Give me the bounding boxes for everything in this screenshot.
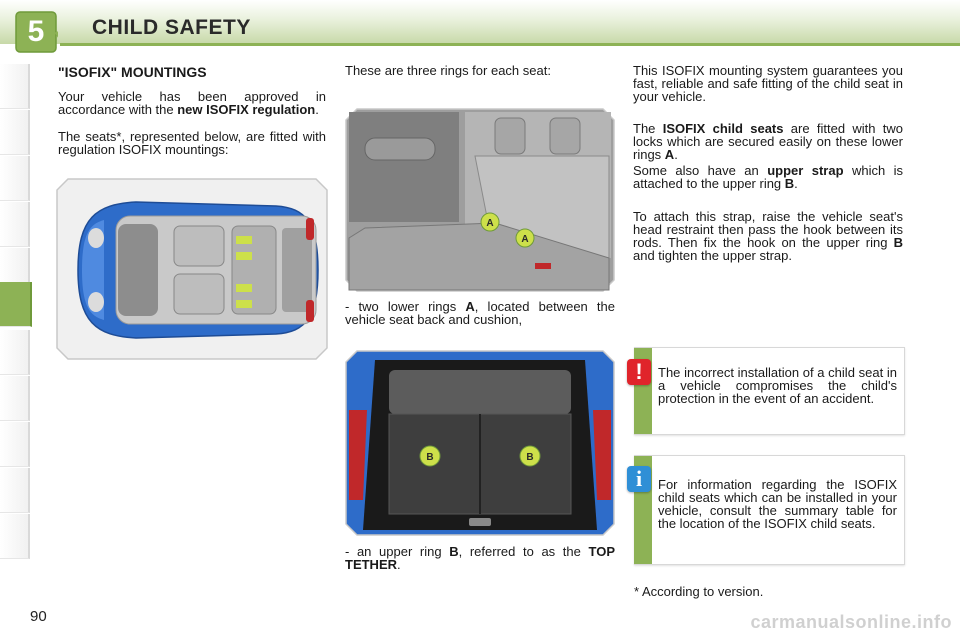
p2-bold: ISOFIX child seats	[662, 121, 784, 136]
item2-bold: B	[449, 544, 459, 559]
p4-bold: B	[893, 235, 903, 250]
info-note	[634, 455, 905, 565]
exclamation-icon: !	[627, 359, 651, 385]
ring-b-label: B	[426, 452, 434, 463]
car-top-view-image	[56, 178, 328, 360]
right-paragraph-1: This ISOFIX mounting system guarantees you fast, reliable and safe fitting of the child seat in your vehicle.	[633, 63, 903, 104]
page-number: 90	[30, 608, 47, 625]
rings-intro: These are three rings for each seat:	[345, 63, 551, 78]
rear-seat-image	[345, 108, 615, 292]
chapter-number: 5	[27, 15, 45, 48]
p2-end: .	[674, 147, 678, 162]
footnote: * According to version.	[634, 584, 764, 599]
seats-paragraph: The seats*, represented below, are fitted with regulation ISOFIX mountings:	[58, 129, 326, 157]
p4-text: To attach this strap, raise the vehicle seat's head restraint then pass the hook between its rods. Then fix the hook on the upper ring	[633, 209, 903, 250]
item2-text-mid: , referred to as the	[458, 544, 589, 559]
chapter-tab[interactable]	[0, 110, 30, 155]
page-title: CHILD SAFETY	[92, 16, 251, 39]
intro-bold: new ISOFIX regulation	[177, 102, 316, 117]
chapter-tab[interactable]	[0, 64, 30, 109]
item1-end: , located between the vehicle seat back and cushion,	[345, 299, 615, 327]
chapter-tab[interactable]	[0, 202, 30, 247]
warning-text: The incorrect installation of a child seat in a vehicle compromises the child's protection in the event of an accident.	[658, 365, 897, 406]
chapter-tab[interactable]	[0, 468, 30, 513]
lower-rings-item	[345, 300, 615, 326]
ring-a-label: A	[521, 234, 529, 245]
p4-end: and tighten the upper strap.	[633, 248, 793, 263]
p2-text-mid: are fitted with two locks which are secured easily on these lower rings	[633, 121, 903, 162]
intro-end: .	[315, 102, 319, 117]
item1-text: - two lower rings	[345, 299, 466, 314]
header-divider	[60, 43, 960, 46]
info-icon: i	[627, 466, 651, 492]
intro-text: Your vehicle has been approved in accordance with the	[58, 89, 326, 117]
chapter-tab[interactable]	[0, 514, 30, 559]
boot-image	[345, 350, 615, 536]
intro-paragraph	[58, 90, 326, 116]
right-paragraph-2	[633, 122, 903, 161]
ring-a-label: A	[486, 218, 494, 229]
section-heading: "ISOFIX" MOUNTINGS	[58, 64, 207, 80]
item2-bold2: TOP TETHER	[345, 544, 615, 572]
chapter-tab[interactable]	[0, 376, 30, 421]
p3-text: Some also have an	[633, 163, 768, 178]
right-paragraph-3	[633, 164, 903, 190]
chapter-tab-active[interactable]	[0, 282, 32, 327]
info-text: For information regarding the ISOFIX child seats which can be installed in your vehicle, consult the summary table for the location of the ISOFIX child seats.	[658, 477, 897, 531]
ring-b-label: B	[526, 452, 534, 463]
warning-note	[634, 347, 905, 435]
item1-bold: A	[465, 299, 475, 314]
chapter-tab[interactable]	[0, 156, 30, 201]
watermark: carmanualsonline.info	[750, 612, 952, 632]
p2-text: The	[633, 121, 663, 136]
right-paragraph-4	[633, 210, 903, 262]
chapter-tab[interactable]	[0, 422, 30, 467]
p3-end: .	[794, 176, 798, 191]
chapter-tab[interactable]	[0, 330, 30, 375]
p3-bold: upper strap	[767, 163, 844, 178]
p3-text-mid: which is attached to the upper ring	[633, 163, 904, 191]
p2-bold2: A	[664, 147, 675, 162]
chapter-tabs	[0, 64, 30, 574]
item2-end: .	[397, 557, 401, 572]
item2-text: - an upper ring	[345, 544, 450, 559]
upper-ring-item	[345, 545, 615, 571]
p3-bold2: B	[784, 176, 795, 191]
